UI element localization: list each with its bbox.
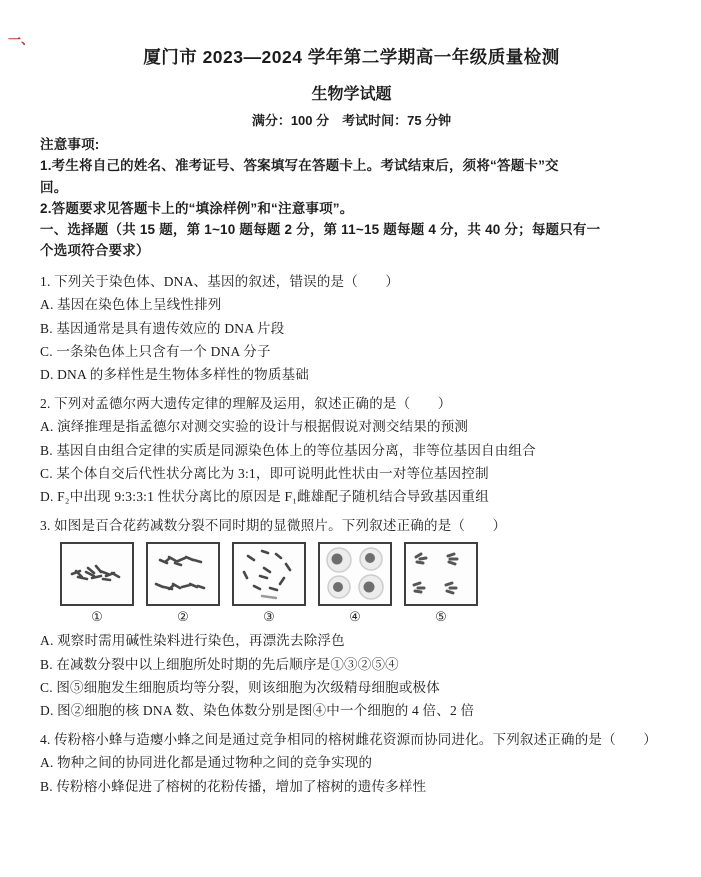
question-3-option-d: D. 图②细胞的核 DNA 数、染色体数分别是图④中一个细胞的 4 倍、2 倍	[40, 703, 475, 719]
question-4-option-b: B. 传粉榕小蜂促进了榕树的花粉传播，增加了榕树的遗传多样性	[40, 778, 427, 794]
metaphase-double-row-icon	[148, 544, 218, 604]
figure-panel-wrap-2	[146, 542, 220, 625]
question-4	[40, 728, 663, 798]
notice-item-2: 2.答题要求见答题卡上的“填涂样例”和“注意事项”。	[40, 200, 354, 216]
chromosome-ring-icon	[234, 544, 304, 604]
micrograph-panel-1	[60, 542, 134, 606]
question-3-option-a: A. 观察时需用碱性染料进行染色，再漂洗去除浮色	[40, 633, 345, 649]
exam-title: 厦门市 2023—2024 学年第二学期高一年级质量检测	[143, 47, 560, 67]
figure-label-2: ②	[177, 609, 189, 625]
exam-meta: 满分：100 分 考试时间：75 分钟	[251, 113, 452, 128]
figure-label-1: ①	[91, 609, 103, 625]
micrograph-panel-3	[232, 542, 306, 606]
question-2-option-a: A. 演绎推理是指孟德尔对测交实验的设计与根据假说对测交结果的预测	[40, 419, 469, 435]
notice-heading: 注意事项:	[40, 137, 100, 152]
figure-panel-wrap-3	[232, 542, 306, 625]
question-1-option-b: B. 基因通常是具有遗传效应的 DNA 片段	[40, 320, 285, 336]
section-heading-line-2: 个选项符合要求）	[40, 243, 150, 259]
micrograph-panel-4	[318, 542, 392, 606]
question-4-stem: 4. 传粉榕小蜂与造瘿小蜂之间是通过竞争相同的榕树雌花资源而协同进化。下列叙述正确的是（ ）	[40, 731, 657, 747]
question-3	[40, 514, 663, 723]
micrograph-panel-2	[146, 542, 220, 606]
question-1	[40, 270, 663, 387]
notice-item-1-line-2: 回。	[40, 179, 68, 195]
tetrad-cells-icon	[320, 544, 390, 604]
chromosome-cluster-icon	[62, 544, 132, 604]
question-1-option-c: C. 一条染色体上只含有一个 DNA 分子	[40, 344, 271, 359]
question-3-option-c: C. 图⑤细胞发生细胞质均等分裂，则该细胞为次级精母细胞或极体	[40, 680, 440, 696]
question-3-stem: 3. 如图是百合花药减数分裂不同时期的显微照片。下列叙述正确的是（ ）	[40, 517, 507, 533]
figure-label-3: ③	[263, 609, 275, 625]
red-annotation: 一、	[8, 32, 35, 47]
four-chromosome-groups-icon	[406, 544, 476, 604]
micrograph-panel-5	[404, 542, 478, 606]
question-4-option-a: A. 物种之间的协同进化都是通过物种之间的竞争实现的	[40, 755, 373, 771]
notice-item-1-line-1: 1.考生将自己的姓名、准考证号、答案填写在答题卡上。考试结束后，须将“答题卡”交	[40, 158, 559, 174]
question-2-option-b: B. 基因自由组合定律的实质是同源染色体上的等位基因分离，非等位基因自由组合	[40, 442, 536, 458]
question-2-option-d: D. F₂中出现 9:3:3:1 性状分离比的原因是 F₁雌雄配子随机结合导致基因重组	[40, 489, 489, 505]
question-2	[40, 392, 663, 509]
question-1-stem: 1. 下列关于染色体、DNA、基因的叙述，错误的是（ ）	[40, 273, 400, 289]
figure-panel-wrap-4	[318, 542, 392, 625]
question-2-stem: 2. 下列对孟德尔两大遗传定律的理解及运用，叙述正确的是（ ）	[40, 395, 452, 411]
question-1-option-d: D. DNA 的多样性是生物体多样性的物质基础	[40, 367, 309, 383]
question-3-option-b: B. 在减数分裂中以上细胞所处时期的先后顺序是①③②⑤④	[40, 656, 399, 672]
exam-subject-title: 生物学试题	[311, 86, 392, 103]
figure-panel-wrap-1	[60, 542, 134, 625]
figure-panel-wrap-5	[404, 542, 478, 625]
question-1-option-a: A. 基因在染色体上呈线性排列	[40, 297, 222, 313]
question-3-figure	[60, 542, 663, 625]
question-2-option-c: C. 某个体自交后代性状分离比为 3:1，即可说明此性状由一对等位基因控制	[40, 466, 489, 482]
section-heading-line-1: 一、选择题（共 15 题，第 1~10 题每题 2 分，第 11~15 题每题 4 分，共 40 分；每题只有一	[40, 222, 601, 238]
figure-label-5: ⑤	[435, 609, 447, 625]
figure-label-4: ④	[349, 609, 361, 625]
